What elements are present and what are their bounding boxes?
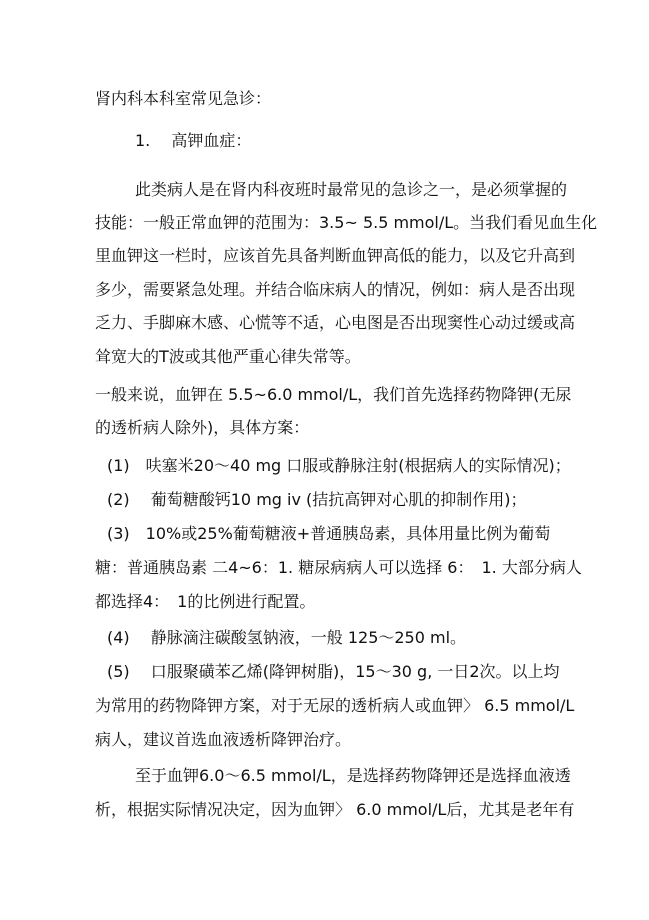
- text-line: 析，根据实际情况决定，因为血钾〉 6.0 mmol/L后，尤其是老年有: [95, 800, 575, 819]
- list-item: (1) 呋塞米20～40 mg 口服或静脉注射(根据病人的实际情况)；: [107, 456, 571, 475]
- text-line: 至于血钾6.0～6.5 mmol/L，是选择药物降钾还是选择血液透: [135, 766, 571, 785]
- list-item: (5) 口服聚磺苯乙烯(降钾树脂)，15～30 g, 一日2次。以上均: [107, 662, 560, 681]
- text-line: 的透析病人除外)，具体方案：: [95, 418, 310, 437]
- page-title: 肾内科本科室常见急诊：: [95, 89, 272, 108]
- section-heading: 1. 高钾血症：: [135, 131, 252, 150]
- text-line: 乏力、手脚麻木感、心慌等不适，心电图是否出现窦性心动过缓或高: [95, 313, 576, 332]
- list-item: (3) 10%或25%葡萄糖液+普通胰岛素，具体用量比例为葡萄: [107, 524, 551, 543]
- list-item: (2) 葡萄糖酸钙10 mg iv (拮抗高钾对心肌的抑制作用)；: [107, 490, 527, 509]
- list-item: (4) 静脉滴注碳酸氢钠液，一般 125～250 ml。: [107, 628, 467, 647]
- text-line: 此类病人是在肾内科夜班时最常见的急诊之一，是必须掌握的: [135, 180, 568, 199]
- text-line: 病人，建议首选血液透析降钾治疗。: [95, 730, 352, 749]
- text-line: 耸宽大的T波或其他严重心律失常等。: [95, 347, 361, 366]
- text-line: 糖：普通胰岛素 二4~6：1. 糖尿病病人可以选择 6： 1. 大部分病人: [95, 558, 582, 577]
- text-line: 多少，需要紧急处理。并结合临床病人的情况，例如：病人是否出现: [95, 280, 576, 299]
- text-line: 为常用的药物降钾方案，对于无尿的透析病人或血钾〉 6.5 mmol/L: [95, 696, 575, 715]
- text-line: 都选择4： 1的比例进行配置。: [95, 592, 316, 611]
- text-line: 一般来说，血钾在 5.5~6.0 mmol/L，我们首先选择药物降钾(无尿: [95, 385, 572, 404]
- text-line: 技能：一般正常血钾的范围为：3.5~ 5.5 mmol/L。当我们看见血生化: [95, 213, 598, 232]
- text-line: 里血钾这一栏时，应该首先具备判断血钾高低的能力，以及它升高到: [95, 246, 576, 265]
